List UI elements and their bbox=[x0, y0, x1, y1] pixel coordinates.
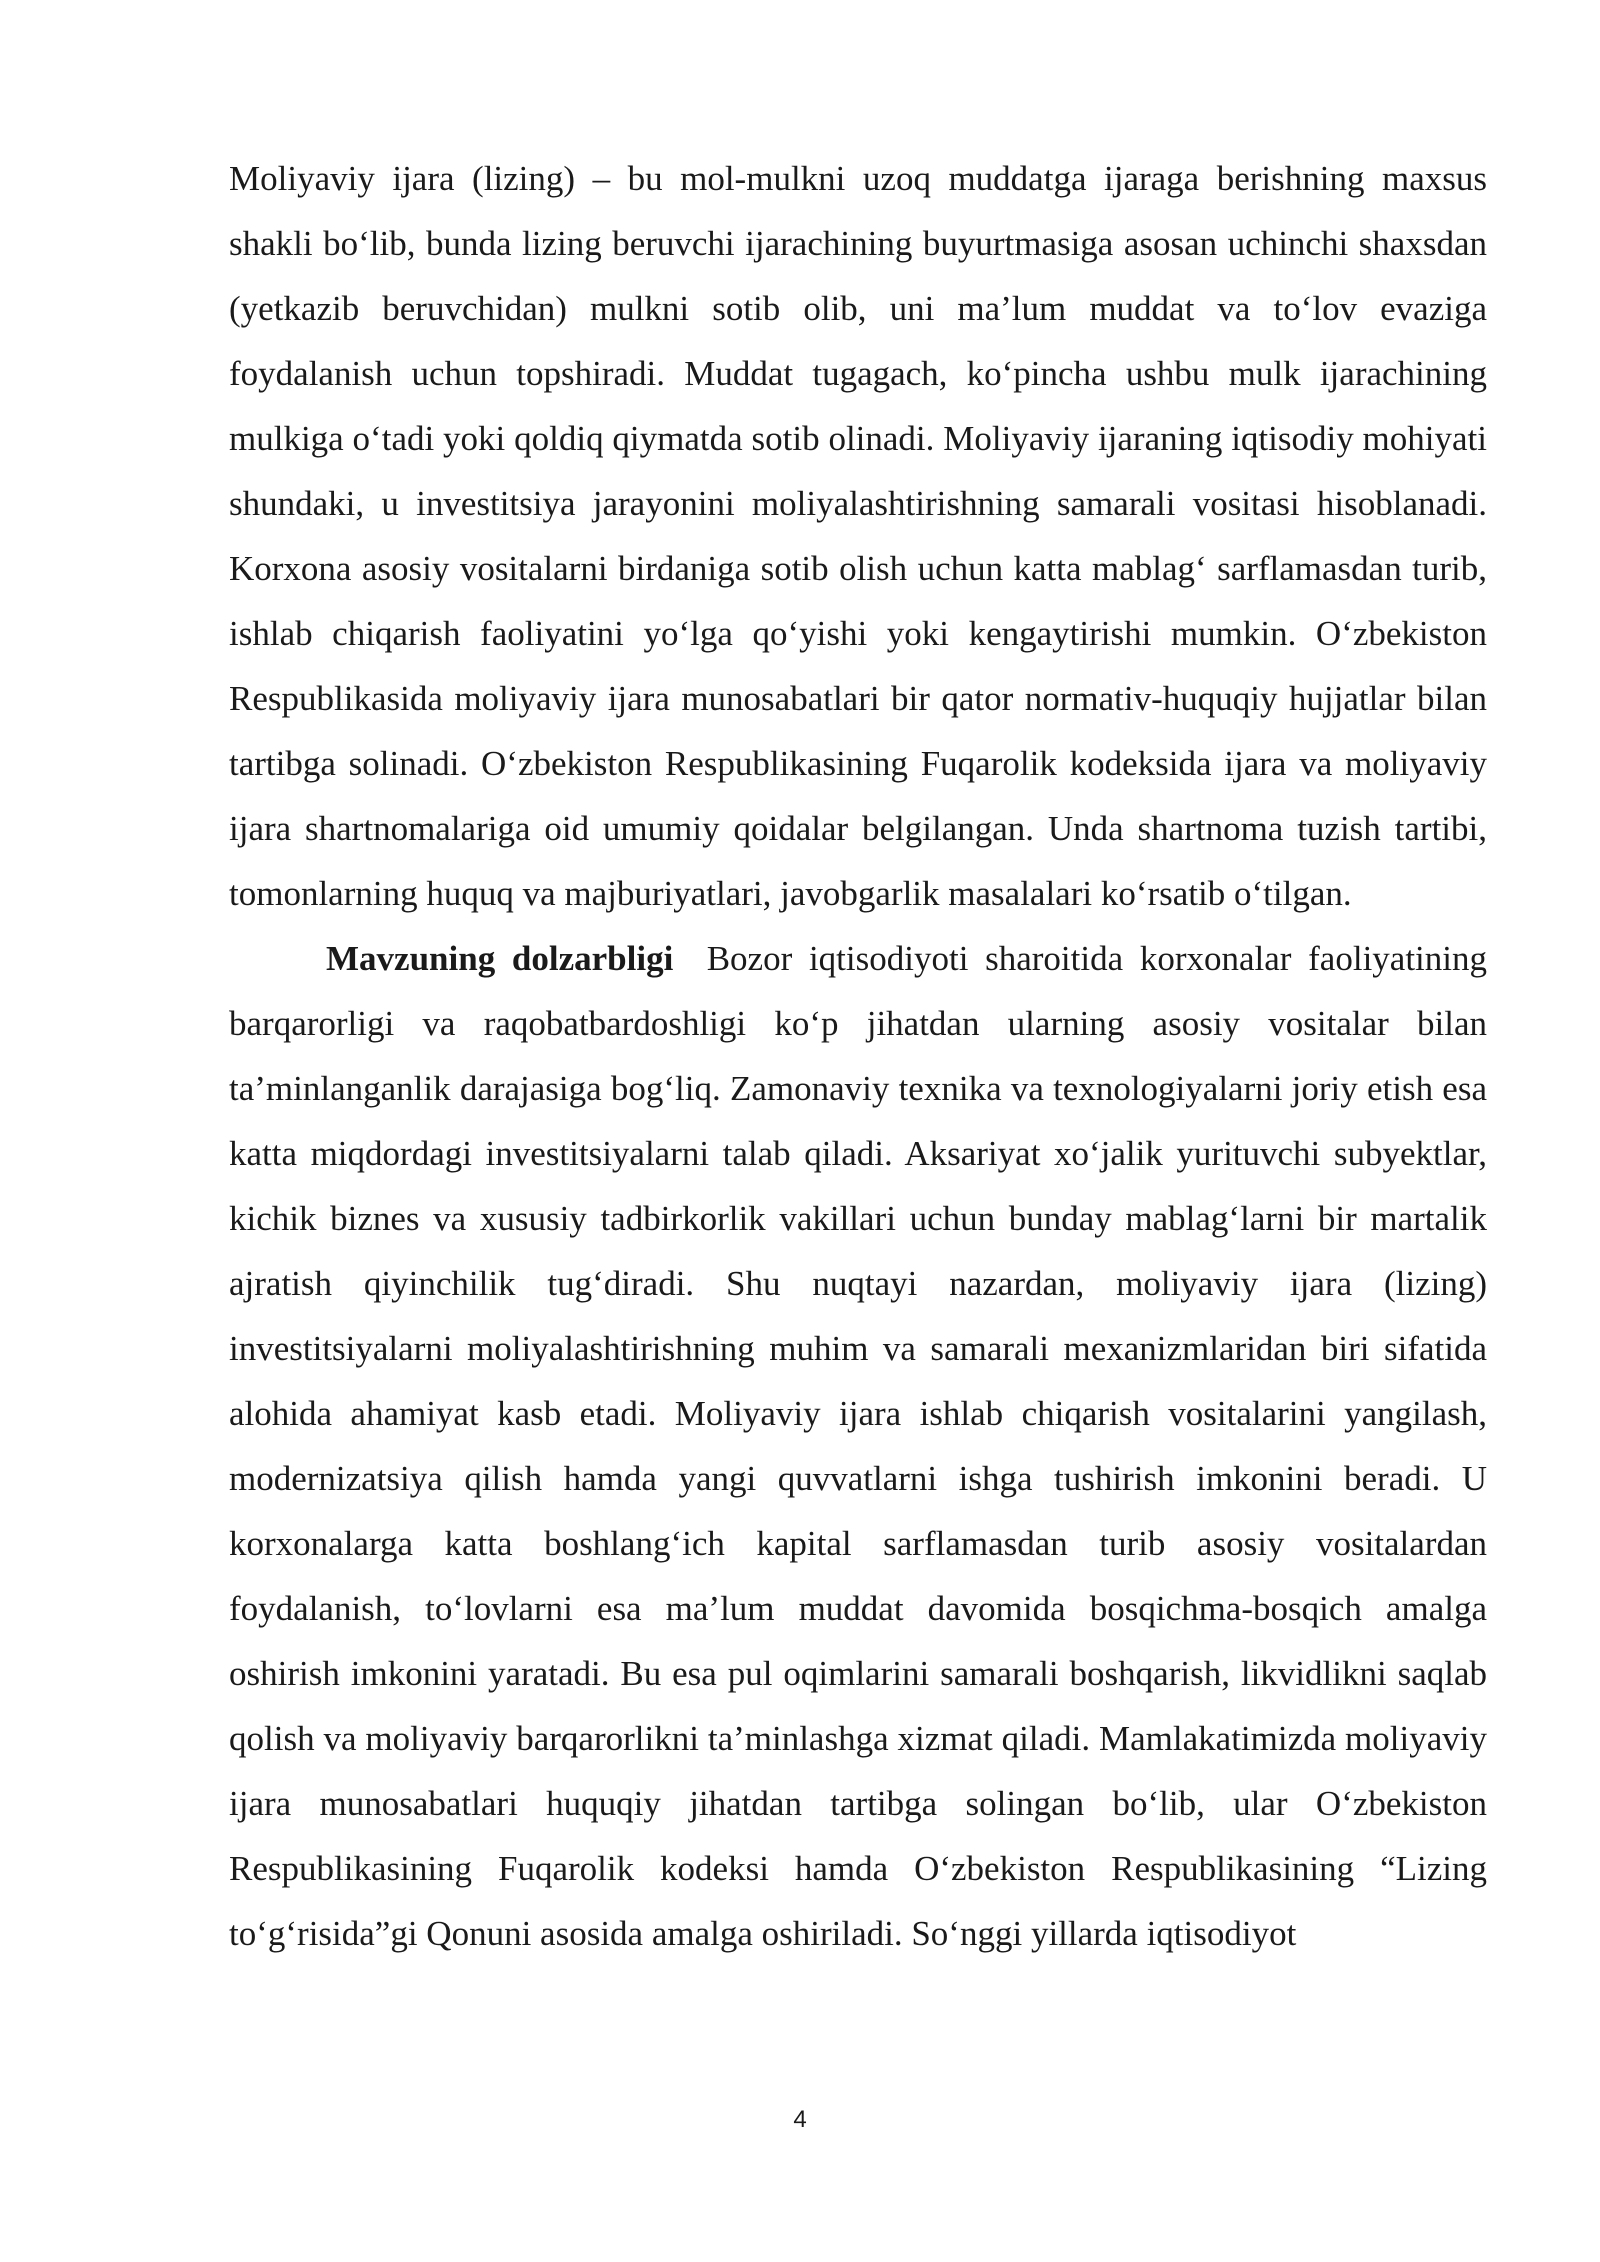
paragraph-relevance bbox=[229, 926, 1496, 1966]
page-number: 4 bbox=[793, 2106, 807, 2133]
relevance-text: Bozor iqtisodiyoti sharoitida korxonalar faoliyatining barqarorligi va raqobatbardoshligi ko‘p jihatdan ularning asosiy vositalar bilan ta’minlanganlik darajasiga bog‘liq. Zamonaviy texnika va texnologiyalarni joriy etish esa katta miqdordagi investitsiyalarni talab qiladi. Aksariyat xo‘jalik yurituvchi subyektlar, kichik biznes va xususiy tadbirkorlik vakillari uchun bunday mablag‘larni bir martalik ajratish qiyinchilik tug‘diradi. Shu nuqtayi nazardan, moliyaviy ijara (lizing) investitsiyalarni moliyalashtirishning muhim va samarali mexanizmlaridan biri sifatida alohida ahamiyat kasb etadi. Moliyaviy ijara ishlab chiqarish vositalarini yangilash, modernizatsiya qilish hamda yangi quvvatlarni ishga tushirish imkonini beradi. U korxonalarga katta boshlang‘ich kapital sarflamasdan turib asosiy vositalardan foydalanish, to‘lovlarni esa ma’lum muddat davomida bosqichma-bosqich amalga oshirish imkonini yaratadi. Bu esa pul oqimlarini samarali boshqarish, likvidlikni saqlab qolish va moliyaviy barqarorlikni ta’minlashga xizmat qiladi. Mamlakatimizda moliyaviy ijara munosabatlari huquqiy jihatdan tartibga solingan bo‘lib, ular O‘zbekiston Respublikasining Fuqarolik kodeksi hamda O‘zbekiston Respublikasining “Lizing to‘g‘risida”gi Qonuni asosida amalga oshiriladi. So‘nggi yillarda iqtisodiyot bbox=[229, 939, 1496, 1953]
document-body bbox=[229, 146, 1496, 1966]
relevance-heading: Mavzuning dolzarbligi bbox=[326, 939, 674, 978]
paragraph-leasing-definition: Moliyaviy ijara (lizing) – bu mol-mulkni uzoq muddatga ijaraga berishning maxsus shakli bo‘lib, bunda lizing beruvchi ijarachining buyurtmasiga asosan uchinchi shaxsdan (yetkazib beruvchidan) mulkni sotib olib, uni ma’lum muddat va to‘lov evaziga foydalanish uchun topshiradi. Muddat tugagach, ko‘pincha ushbu mulk ijarachining mulkiga o‘tadi yoki qoldiq qiymatda sotib olinadi. Moliyaviy ijaraning iqtisodiy mohiyati shundaki, u investitsiya jarayonini moliyalashtirishning samarali vositasi hisoblanadi. Korxona asosiy vositalarni birdaniga sotib olish uchun katta mablag‘ sarflamasdan turib, ishlab chiqarish faoliyatini yo‘lga qo‘yishi yoki kengaytirishi mumkin. O‘zbekiston Respublikasida moliyaviy ijara munosabatlari bir qator normativ-huquqiy hujjatlar bilan tartibga solinadi. O‘zbekiston Respublikasining Fuqarolik kodeksida ijara va moliyaviy ijara shartnomalariga oid umumiy qoidalar belgilangan. Unda shartnoma tuzish tartibi, tomonlarning huquq va majburiyatlari, javobgarlik masalalari ko‘rsatib o‘tilgan. bbox=[229, 159, 1487, 913]
